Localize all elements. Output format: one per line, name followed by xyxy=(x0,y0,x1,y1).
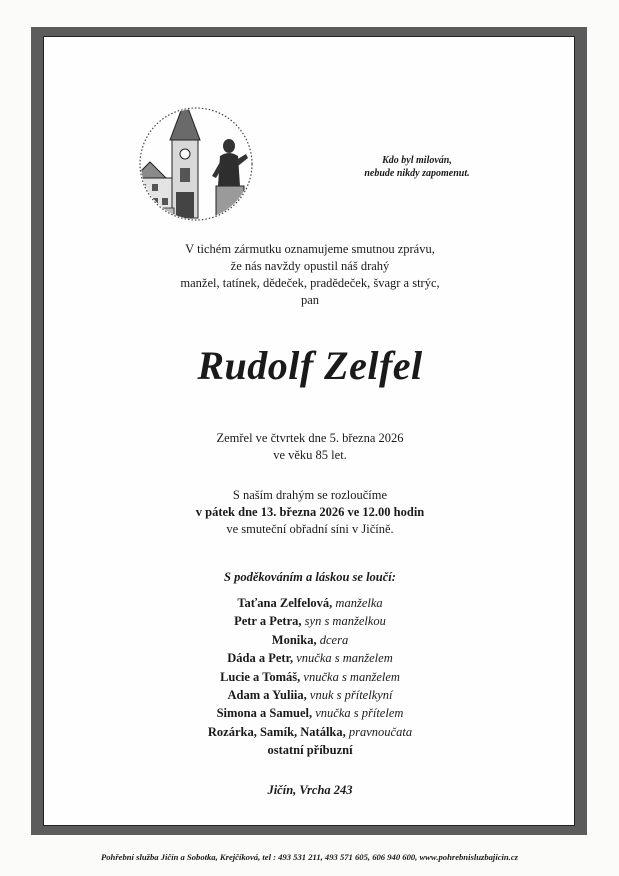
address: Jičín, Vrcha 243 xyxy=(267,783,353,797)
mourner-item xyxy=(150,704,470,722)
quote-line-2: nebude nikdy zapomenut. xyxy=(364,168,470,179)
mourner-name: Rozárka, Samík, Natálka, xyxy=(207,724,346,739)
mourner-relation: pravnoučata xyxy=(348,724,413,739)
mourner-name: Lucie a Tomáš, xyxy=(220,669,301,684)
mourner-name: Petr a Petra, xyxy=(234,614,302,629)
intro-line-3: manžel, tatínek, dědeček, pradědeček, švagr a strýc, xyxy=(180,276,440,290)
death-age: ve věku 85 let. xyxy=(273,448,347,462)
mourner-name: Dáda a Petr, xyxy=(227,651,294,666)
mourner-relation: vnuk s přítelkyní xyxy=(309,688,393,703)
mourner-name: Adam a Yuliia, xyxy=(227,688,307,703)
town-emblem-image xyxy=(132,82,262,222)
funeral-datetime: v pátek dne 13. března 2026 ve 12.00 hodin xyxy=(195,505,425,519)
funeral-service-footer: Pohřební služba Jičín a Sobotka, Krejčíková, tel : 493 531 211, 493 571 605, 606 940 600, www.pohrebnisluzbajicin.cz xyxy=(101,852,518,862)
memorial-quote xyxy=(352,154,482,180)
thanks-heading: S poděkováním a láskou se loučí: xyxy=(224,570,396,584)
mourner-relation: vnučka s přítelem xyxy=(315,706,404,721)
deceased-name: Rudolf Zelfel xyxy=(197,343,423,388)
death-info xyxy=(180,430,440,464)
intro-line-2: že nás navždy opustil náš drahý xyxy=(230,259,390,273)
funeral-info xyxy=(160,487,460,538)
mourner-item xyxy=(150,723,470,741)
announcement-intro xyxy=(150,241,470,309)
mourner-relation: syn s manželkou xyxy=(304,614,386,629)
mourner-name: ostatní příbuzní xyxy=(267,743,353,758)
mourner-relation: manželka xyxy=(335,596,383,610)
mourner-item xyxy=(150,612,470,630)
quote-line-1: Kdo byl milován, xyxy=(382,155,452,166)
mourner-item xyxy=(150,649,470,667)
mourner-item xyxy=(150,668,470,686)
intro-line-1: V tichém zármutku oznamujeme smutnou zprávu, xyxy=(185,242,435,256)
mourner-name: Simona a Samuel, xyxy=(216,706,313,721)
death-date: Zemřel ve čtvrtek dne 5. března 2026 xyxy=(216,431,404,445)
mourner-item xyxy=(150,631,470,649)
funeral-line-1: S naším drahým se rozloučíme xyxy=(232,488,388,502)
funeral-place: ve smuteční obřadní síni v Jičíně. xyxy=(226,522,394,536)
mourner-name: Monika, xyxy=(271,632,317,647)
mourner-relation: vnučka s manželem xyxy=(296,651,393,666)
mourner-item xyxy=(150,594,470,612)
mourners-list xyxy=(150,594,470,760)
mourner-item xyxy=(150,686,470,704)
mourner-item xyxy=(150,741,470,759)
mourner-relation: dcera xyxy=(319,632,349,647)
mourner-name: Taťana Zelfelová, xyxy=(237,596,333,610)
intro-line-4: pan xyxy=(300,293,320,307)
mourner-relation: vnučka s manželem xyxy=(303,669,400,684)
